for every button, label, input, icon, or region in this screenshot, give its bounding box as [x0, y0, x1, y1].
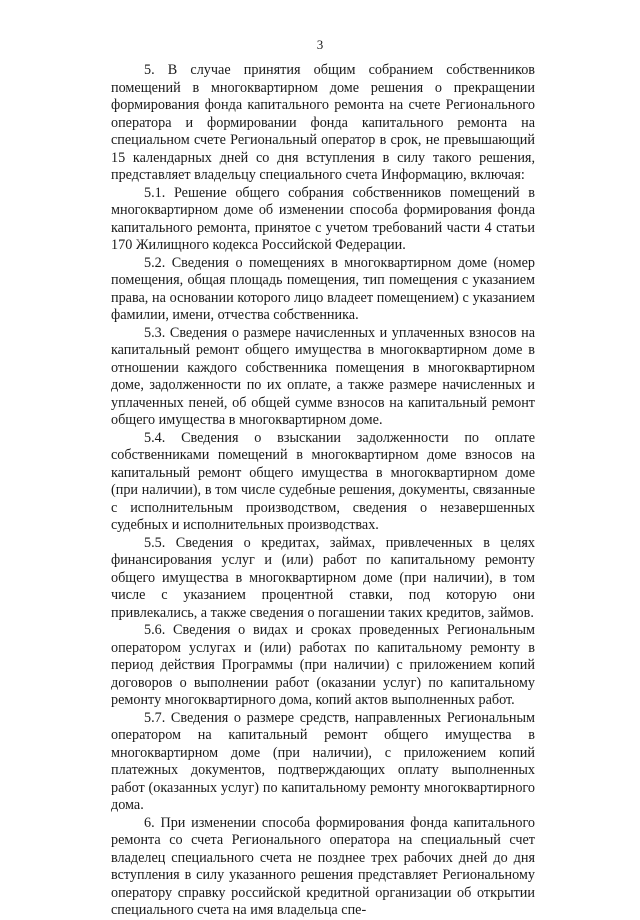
page-number: 3 — [316, 37, 324, 52]
paragraph-5-7: 5.7. Сведения о размере средств, направленных Региональным оператором на капитальный ремонт общего имущества в многоквартирном доме (при наличии), с приложением копий платежных документов, подтверждающих оплату выполненных работ (оказанных услуг) по капитальному ремонту многоквартирного дома. — [111, 709, 535, 813]
paragraph-5-5: 5.5. Сведения о кредитах, займах, привлеченных в целях финансирования услуг и (или) работ по капитальному ремонту общего имущества в многоквартирном доме (при наличии), в том числе с указанием процентной ставки, под которую они привлекались, а также сведения о погашении таких кредитов, займов. — [111, 534, 535, 621]
paragraph-6: 6. При изменении способа формирования фонда капитального ремонта со счета Регионального оператора на специальный счет владелец специального счета не позднее трех рабочих дней до дня вступления в силу указанного решения представляет Региональному оператору справку российской кредитной организации об открытии специального счета на имя владельца спе- — [111, 814, 535, 918]
document-body — [111, 62, 535, 920]
paragraph-5-6: 5.6. Сведения о видах и сроках проведенных Региональным оператором услугах и (или) работах по капитальному ремонту в период действия Программы (при наличии) с приложением копий договоров о выполнении работ (оказании услуг) по капитальному ремонту многоквартирного дома, копий актов выполненных работ. — [111, 622, 535, 708]
paragraph-5-2: 5.2. Сведения о помещениях в многоквартирном доме (номер помещения, общая площадь помещения, тип помещения с указанием права, на основании которого лицо владеет помещением) с указанием фамилии, имени, отчества собственника. — [111, 254, 535, 323]
paragraph-5-3: 5.3. Сведения о размере начисленных и уплаченных взносов на капитальный ремонт общего имущества в многоквартирном доме в отношении каждого собственника помещения в многоквартирном доме, задолженности по их оплате, а также размере начисленных и уплаченных пеней, об общей сумме взносов на капитальный ремонт общего имущества в многоквартирном доме. — [111, 324, 535, 428]
paragraph-5-1: 5.1. Решение общего собрания собственников помещений в многоквартирном доме об изменении способа формирования фонда капитального ремонта, принятое с учетом требований части 4 статьи 170 Жилищного кодекса Российской Федерации. — [111, 184, 535, 253]
paragraph-5: 5. В случае принятия общим собранием собственников помещений в многоквартирном доме решения о прекращении формирования фонда капитального ремонта на счете Регионального оператора и формировании фонда капитального ремонта на специальном счете Региональный оператор в срок, не превышающий 15 календарных дней со дня вступления в силу такого решения, представляет владельцу специального счета Информацию, включая: — [111, 62, 535, 183]
paragraph-5-4: 5.4. Сведения о взыскании задолженности по оплате собственниками помещений в многоквартирном доме взносов на капитальный ремонт общего имущества в многоквартирном доме (при наличии), в том числе судебные решения, документы, связанные с исполнительным производством, сведения о незавершенных судебных и исполнительных производствах. — [111, 429, 535, 533]
